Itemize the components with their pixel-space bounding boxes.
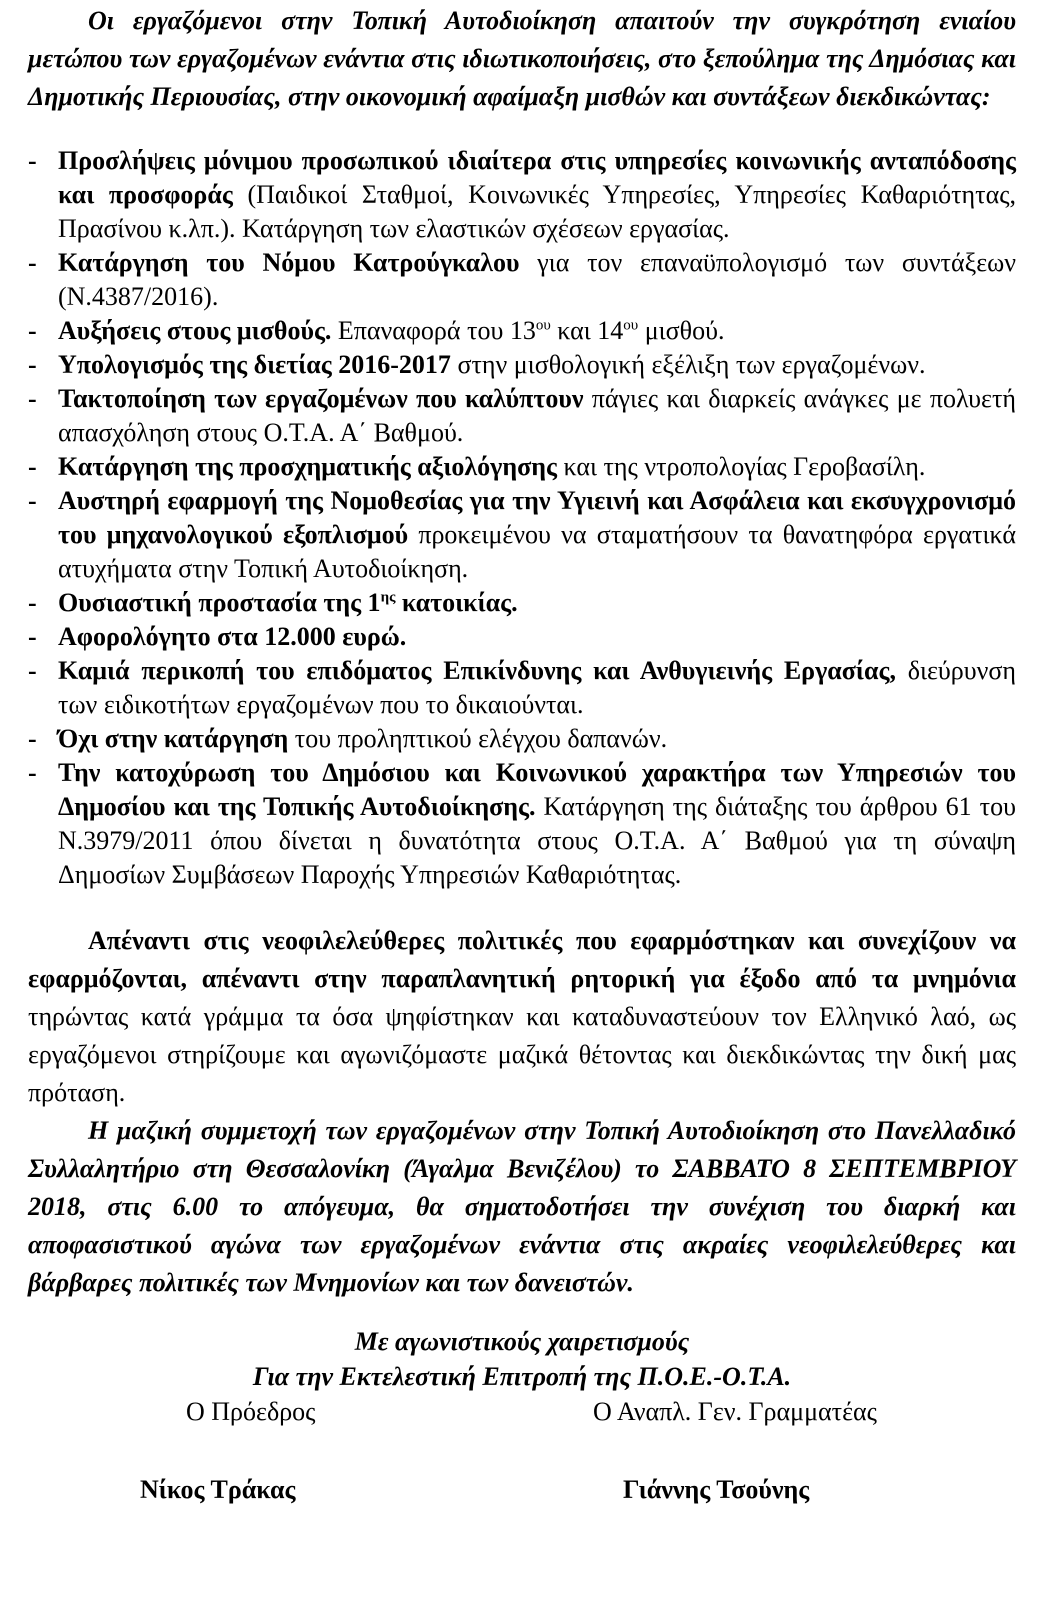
demand-item: - Όχι στην κατάργηση του προληπτικού ελέγχου δαπανών.	[28, 724, 668, 753]
intro-paragraph: Οι εργαζόμενοι στην Τοπική Αυτοδιοίκηση απαιτούν την συγκρότηση ενιαίου μετώπου των εργαζομένων ενάντια στις ιδιωτικοποιήσεις, στο ξεπούλημα της Δημόσιας και Δημοτικής Περιουσίας, στην οικονομική αφαίμαξη μισθών και συντάξεων διεκδικώντας:	[28, 6, 1016, 111]
name-president: Νίκος Τράκας	[140, 1475, 296, 1504]
call-to-action-paragraph: Η μαζική συμμετοχή των εργαζομένων στην Τοπική Αυτοδιοίκηση στο Πανελλαδικό Συλλαλητήριο στη Θεσσαλονίκη (Άγαλμα Βενιζέλου) το ΣΑΒΒΑΤΟ 8 ΣΕΠΤΕΜΒΡΙΟΥ 2018, στις 6.00 το απόγευμα, θα σηματοδοτήσει την συνέχιση του διαρκή και αποφασιστικού αγώνα των εργαζομένων ενάντια στις ακραίες νεοφιλελεύθερες και βάρβαρες πολιτικές των Μνημονίων και των δανειστών.	[28, 1116, 1016, 1297]
demand-item: - Αφορολόγητο στα 12.000 ευρώ.	[28, 622, 407, 651]
name-deputy-secretary: Γιάννης Τσούνης	[623, 1475, 810, 1504]
demand-item: - Αυστηρή εφαρμογή της Νομοθεσίας για την Υγιεινή και Ασφάλεια και εκσυγχρονισμό του μηχανολογικού εξοπλισμού προκειμένου να σταματήσουν τα θανατηφόρα εργατικά ατυχήματα στην Τοπική Αυτοδιοίκηση.	[28, 486, 1016, 583]
greeting: Με αγωνιστικούς χαιρετισμούς	[354, 1327, 690, 1356]
demand-item: - Προσλήψεις μόνιμου προσωπικού ιδιαίτερα στις υπηρεσίες κοινωνικής ανταπόδοσης και προσφοράς (Παιδικοί Σταθμοί, Κοινωνικές Υπηρεσίες, Υπηρεσίες Καθαριότητας, Πρασίνου κ.λπ.). Κατάργηση των ελαστικών σχέσεων εργασίας.	[28, 146, 1016, 243]
demand-item: - Την κατοχύρωση του Δημόσιου και Κοινωνικού χαρακτήρα των Υπηρεσιών του Δημοσίου και της Τοπικής Αυτοδιοίκησης. Κατάργηση της διάταξης του άρθρου 61 του Ν.3979/2011 όπου δίνεται η δυνατότητα στους Ο.Τ.Α. Α΄ Βαθμού για τη σύναψη Δημοσίων Συμβάσεων Παροχής Υπηρεσιών Καθαριότητας.	[28, 758, 1017, 889]
demand-item: - Κατάργηση της προσχηματικής αξιολόγησης και της ντροπολογίας Γεροβασίλη.	[28, 452, 926, 481]
closing-paragraph: Απέναντι στις νεοφιλελεύθερες πολιτικές που εφαρμόστηκαν και συνεχίζουν να εφαρμόζονται, απέναντι στην παραπλανητική ρητορική για έξοδο από τα μνημόνια τηρώντας κατά γράμμα τα όσα ψηφίστηκαν και καταδυναστεύουν τον Ελληνικό λαό, ως εργαζόμενοι στηρίζουμε και αγωνιζόμαστε μαζικά θέτοντας και διεκδικώντας την δική μας πρόταση.	[28, 926, 1016, 1107]
demand-item: - Ουσιαστική προστασία της $1^{\eta\varsigma}$ κατοικίας.	[28, 588, 518, 617]
role-president: Ο Πρόεδρος	[186, 1397, 316, 1426]
demand-item: - Κατάργηση του Νόμου Κατρούγκαλου για τον επαναϋπολογισμό των συντάξεων (Ν.4387/2016).	[28, 248, 1017, 311]
signatory-names	[28, 1472, 1016, 1512]
demand-item: - Αυξήσεις στους μισθούς. Επαναφορά του $13^{o\upsilon}$ και $14^{o\upsilon}$ μισθού.	[28, 316, 725, 345]
demand-item: - Τακτοποίηση των εργαζομένων που καλύπτουν πάγιες και διαρκείς ανάγκες με πολυετή απασχόληση στους Ο.Τ.Α. Α΄ Βαθμού.	[28, 384, 1016, 447]
role-deputy-secretary: Ο Αναπλ. Γεν. Γραμματέας	[593, 1397, 877, 1426]
signatory-roles	[28, 1394, 1016, 1434]
demands-list	[28, 144, 1016, 892]
demand-item: - Καμιά περικοπή του επιδόματος Επικίνδυνης και Ανθυγιεινής Εργασίας, διεύρυνση των ειδικοτήτων εργαζομένων που το δικαιούνται.	[28, 656, 1016, 719]
demand-item: - Υπολογισμός της διετίας 2016-2017 στην μισθολογική εξέλιξη των εργαζομένων.	[28, 350, 926, 379]
on-behalf-line: Για την Εκτελεστική Επιτροπή της Π.Ο.Ε.-Ο.Τ.Α.	[252, 1362, 792, 1391]
